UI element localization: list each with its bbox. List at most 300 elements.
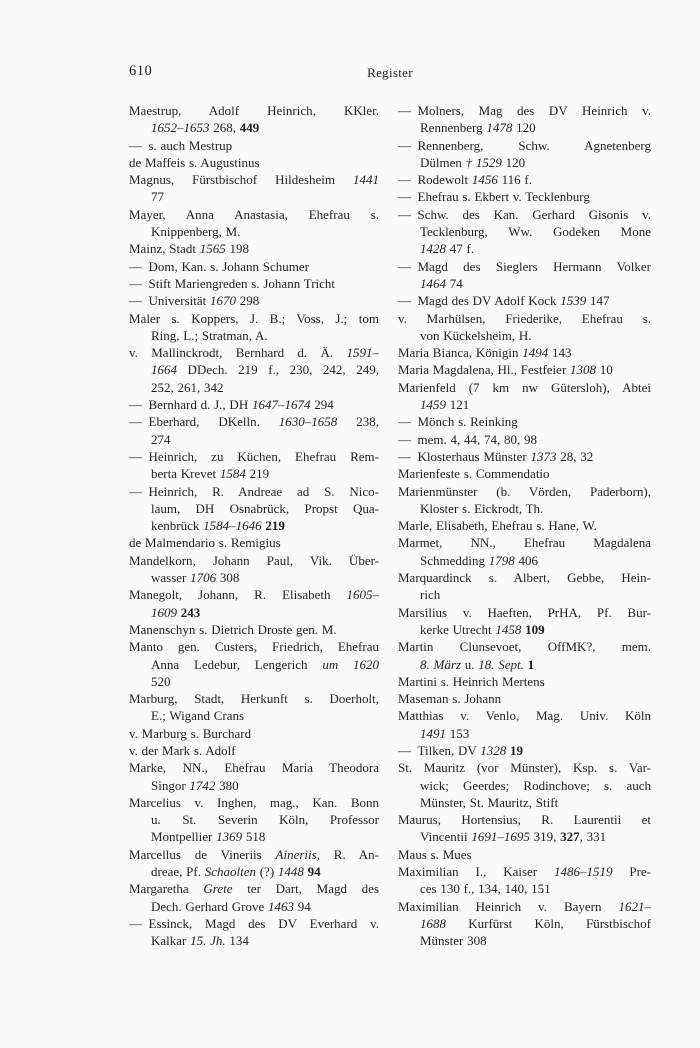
index-entry	[398, 673, 651, 690]
entry-text: Maestrup, Adolf Heinrich, KKler.	[129, 103, 379, 118]
index-entry	[398, 188, 651, 205]
italic-text: 1688	[420, 915, 446, 931]
index-entry	[129, 448, 379, 483]
entry-text: St. Mauritz (vor Münster), Ksp. s. Var-	[398, 760, 651, 776]
italic-text: 1373	[530, 448, 557, 464]
italic-text: 1369	[216, 829, 243, 845]
index-line	[129, 846, 379, 863]
entry-text: ces 130 f., 134, 140, 151	[420, 881, 551, 897]
entry-text: kerke Utrecht	[420, 621, 496, 637]
index-line	[129, 310, 379, 327]
index-line	[129, 621, 379, 638]
index-line	[398, 621, 651, 638]
index-line	[129, 223, 379, 240]
italic-text: 1464	[420, 275, 446, 291]
index-line	[398, 707, 651, 724]
italic-text: 1584	[219, 466, 246, 482]
index-line	[398, 863, 651, 880]
index-line	[129, 137, 379, 154]
entry-text: 143	[548, 345, 572, 361]
index-entry	[129, 310, 379, 345]
index-line	[129, 569, 379, 586]
italic-text: 1308	[570, 362, 597, 378]
italic-text: 1448	[277, 864, 304, 880]
index-line	[129, 119, 379, 136]
entry-text: — Schw. des Kan. Gerhard Gisonis v.	[398, 206, 651, 222]
bold-page-ref: 327	[560, 829, 580, 845]
entry-text: Ring, L.; Stratman, A.	[151, 327, 268, 343]
index-line	[129, 742, 379, 759]
bold-page-ref: 109	[525, 621, 545, 637]
italic-text: 1463	[268, 898, 295, 914]
entry-text: laum, DH Osnabrück, Propst Qua-	[151, 500, 379, 516]
index-line	[129, 707, 379, 724]
running-title: Register	[367, 65, 413, 80]
entry-text: — Rodewolt	[398, 172, 472, 188]
entry-text: Marsilius v. Haeften, PrHA, Pf. Bur-	[398, 604, 651, 620]
entry-text: Marcelius v. Inghen, mag., Kan. Bonn	[129, 794, 379, 810]
entry-text: — Eberhard, DKelln.	[129, 414, 279, 430]
index-entry	[129, 413, 379, 448]
index-entry	[129, 240, 379, 257]
index-line	[398, 880, 651, 897]
entry-text: Marmet, NN., Ehefrau Magdalena	[398, 535, 651, 551]
index-line	[398, 327, 651, 344]
index-line	[398, 171, 651, 188]
italic-text: 1706	[190, 570, 217, 586]
bold-page-ref: 449	[239, 120, 260, 136]
index-entry	[129, 794, 379, 846]
entry-text: 94	[294, 898, 311, 914]
entry-text: Mayer, Anna Anastasia, Ehefrau s.	[129, 206, 379, 222]
index-entry	[129, 552, 379, 587]
italic-text: 1565	[199, 241, 226, 257]
entry-text: berta Krevet	[151, 466, 220, 482]
entry-text: 198	[225, 241, 249, 257]
italic-text: 1428	[420, 241, 446, 257]
index-line	[129, 344, 379, 361]
entry-text: Münster 308	[420, 933, 487, 949]
index-entry	[129, 690, 379, 725]
index-line	[129, 534, 379, 551]
index-line	[129, 396, 379, 413]
index-line	[398, 102, 651, 119]
entry-text: u. St. Severin Köln, Professor	[151, 812, 379, 828]
entry-text: — Ehefrau s. Ekbert v. Tecklenburg	[398, 189, 590, 205]
index-line	[398, 396, 651, 413]
index-line	[398, 673, 651, 690]
index-entry	[398, 431, 651, 448]
index-entry	[129, 846, 379, 881]
entry-text: Vincentii	[420, 829, 472, 845]
index-line	[398, 915, 651, 932]
index-line	[398, 310, 651, 327]
index-entry	[129, 534, 379, 551]
index-line	[129, 500, 379, 517]
index-line	[398, 240, 651, 257]
entry-text: 116 f.	[497, 172, 532, 188]
entry-text: von Kückelsheim, H.	[420, 327, 532, 343]
index-entry	[398, 759, 651, 811]
italic-text: 1441	[353, 172, 379, 188]
index-line	[129, 932, 379, 949]
entry-text: Maria Bianca, Königin	[398, 345, 523, 361]
index-line	[398, 898, 651, 915]
entry-text: — Bernhard d. J., DH	[129, 397, 252, 413]
index-line	[398, 344, 651, 361]
entry-text: Martini s. Heinrich Mertens	[398, 673, 545, 689]
index-entry	[398, 534, 651, 569]
entry-text: E.; Wigand Crans	[151, 708, 245, 724]
bold-page-ref: 19	[510, 742, 524, 758]
index-line	[398, 656, 651, 673]
index-entry	[129, 742, 379, 759]
entry-text: Manenschyn s. Dietrich Droste gen. M.	[129, 621, 337, 637]
entry-text: 319,	[529, 829, 561, 845]
entry-text: — Heinrich, R. Andreae ad S. Nico-	[129, 483, 379, 499]
index-line	[129, 759, 379, 776]
index-entry	[398, 102, 651, 137]
entry-text: — s. auch Mestrup	[129, 137, 233, 153]
entry-text: Dech. Gerhard Grove	[151, 898, 269, 914]
index-line	[398, 794, 651, 811]
index-entry	[398, 448, 651, 465]
entry-text: 77	[151, 189, 164, 205]
entry-text: 274	[151, 431, 171, 447]
index-entry	[398, 638, 651, 673]
index-line	[398, 932, 651, 949]
entry-text: Maler s. Koppers, J. B.; Voss, J.; tom	[129, 310, 379, 326]
entry-text: DDech. 219 f., 230, 242, 249,	[177, 362, 379, 378]
italic-text: 8. März	[420, 656, 461, 672]
entry-text: Maurus, Hortensius, R. Laurentii et	[398, 812, 651, 828]
index-line	[129, 777, 379, 794]
entry-text: Maus s. Mues	[398, 846, 472, 862]
index-line	[129, 431, 379, 448]
index-line	[398, 448, 651, 465]
index-line	[129, 292, 379, 309]
entry-text: — mem. 4, 44, 74, 80, 98	[398, 431, 537, 447]
index-line	[398, 483, 651, 500]
entry-text: (?)	[255, 864, 278, 880]
entry-text: — Dom, Kan. s. Johann Schumer	[129, 258, 310, 274]
italic-text: 1742	[189, 777, 216, 793]
entry-text: Maximilian Heinrich v. Bayern	[398, 898, 619, 914]
index-line	[398, 188, 651, 205]
entry-text: Martin Clunsevoet, OffMK?, mem.	[398, 639, 651, 655]
index-line	[129, 811, 379, 828]
index-line	[129, 240, 379, 257]
italic-text: um 1620	[322, 656, 380, 672]
italic-text: 1491	[420, 725, 446, 741]
index-line	[129, 898, 379, 915]
index-line	[398, 413, 651, 430]
entry-text: v. Mallinckrodt, Bernhard d. Ä.	[129, 345, 347, 361]
italic-text: 1459	[420, 397, 446, 413]
italic-text: Schaolten	[204, 864, 256, 880]
index-entry	[398, 742, 651, 759]
index-entry	[398, 483, 651, 518]
index-entry	[129, 275, 379, 292]
index-line	[129, 638, 379, 655]
entry-text: Marienfeld (7 km nw Gütersloh), Abtei	[398, 379, 651, 395]
bold-page-ref: 1	[527, 656, 535, 672]
entry-text: Kurfürst Köln, Fürstbischof	[446, 915, 651, 931]
index-line	[398, 465, 651, 482]
entry-text: Tecklenburg, Ww. Godeken Mone	[420, 224, 651, 240]
index-entry	[398, 206, 651, 258]
italic-text: 18. Sept.	[478, 656, 524, 672]
index-entry	[129, 638, 379, 690]
index-line	[129, 794, 379, 811]
entry-text: — Universität	[129, 293, 211, 309]
entry-text: — Tilken, DV	[398, 742, 481, 758]
entry-text: — Klosterhaus Münster	[398, 448, 531, 464]
index-entry	[129, 292, 379, 309]
entry-text: de Maffeis s. Augustinus	[129, 154, 260, 170]
italic-text: 1621–	[618, 898, 651, 914]
index-entry	[398, 517, 651, 534]
entry-text: — Heinrich, zu Küchen, Ehefrau Rem-	[129, 448, 379, 464]
bold-page-ref: 243	[180, 604, 201, 620]
entry-text: — Essinck, Magd des DV Everhard v.	[129, 915, 379, 931]
index-entry	[398, 465, 651, 482]
entry-text: 294	[310, 397, 334, 413]
entry-text: Singor	[151, 777, 190, 793]
index-line	[129, 673, 379, 690]
index-line	[398, 725, 651, 742]
entry-text: Pre-	[612, 864, 651, 880]
index-line	[398, 777, 651, 794]
entry-text: 10	[596, 362, 613, 378]
italic-text: 1691–1695	[471, 829, 530, 845]
italic-text: 1584–1646	[203, 518, 262, 534]
italic-text: 1652–1653	[151, 120, 210, 136]
entry-text: 380	[215, 777, 239, 793]
entry-text: Schmedding	[420, 552, 489, 568]
entry-text: rich	[420, 587, 441, 603]
entry-text: Manegolt, Johann, R. Elisabeth	[129, 587, 347, 603]
index-line	[129, 413, 379, 430]
index-entry	[129, 915, 379, 950]
index-line	[398, 828, 651, 845]
entry-text: — Rennenberg, Schw. Agnetenberg	[398, 137, 651, 153]
entry-text: — Magd des DV Adolf Kock	[398, 293, 561, 309]
index-line	[398, 292, 651, 309]
index-line	[398, 811, 651, 828]
index-entry	[129, 396, 379, 413]
index-line	[398, 361, 651, 378]
entry-text: Kalkar	[151, 933, 191, 949]
entry-text: 47 f.	[446, 241, 475, 257]
entry-text: dreae, Pf.	[151, 864, 205, 880]
entry-text: Anna Ledebur, Lengerich	[151, 656, 323, 672]
bold-page-ref: 219	[265, 518, 285, 534]
index-line	[129, 915, 379, 932]
index-line	[129, 171, 379, 188]
index-entry	[398, 344, 651, 361]
index-entry	[129, 206, 379, 241]
index-entry	[129, 171, 379, 206]
index-line	[129, 483, 379, 500]
entry-text: Mandelkorn, Johann Paul, Vik. Über-	[129, 552, 379, 568]
index-line	[398, 690, 651, 707]
entry-text: 520	[151, 673, 171, 689]
index-entry	[398, 863, 651, 898]
index-line	[398, 258, 651, 275]
bold-page-ref: 94	[307, 864, 321, 880]
index-line	[398, 379, 651, 396]
entry-text: Matthias v. Venlo, Mag. Univ. Köln	[398, 708, 651, 724]
index-line	[129, 604, 379, 621]
index-entry	[129, 759, 379, 794]
entry-text: v. Marburg s. Burchard	[129, 725, 252, 741]
index-line	[398, 534, 651, 551]
entry-text: Dülmen	[420, 154, 466, 170]
italic-text: 1664	[151, 362, 177, 378]
index-entry	[129, 586, 379, 621]
index-entry	[129, 137, 379, 154]
index-entry	[398, 811, 651, 846]
entry-text: , 331	[579, 829, 607, 845]
index-line	[398, 137, 651, 154]
entry-text: Maria Magdalena, Hl., Festfeier	[398, 362, 571, 378]
entry-text: wick; Geerdes; Rodinchove; s. auch	[420, 777, 651, 793]
entry-text: Knippenberg, M.	[151, 224, 241, 240]
entry-text: 74	[446, 275, 463, 291]
entry-text: Marquardinck s. Albert, Gebbe, Hein-	[398, 570, 651, 586]
entry-text: 120	[501, 154, 526, 170]
index-entry	[398, 707, 651, 742]
index-entry	[129, 880, 379, 915]
index-line	[129, 725, 379, 742]
italic-text: Grete	[203, 881, 233, 897]
entry-text: u.	[460, 656, 479, 672]
entry-text: 252, 261, 342	[151, 379, 224, 395]
italic-text: 1494	[522, 345, 549, 361]
entry-text: 134	[225, 933, 249, 949]
entry-text: kenbrück	[151, 518, 204, 534]
italic-text: 1486–1519	[553, 864, 613, 880]
entry-text: 28, 32	[556, 448, 594, 464]
entry-text: Marke, NN., Ehefrau Maria Theodora	[129, 760, 379, 776]
index-line	[398, 206, 651, 223]
entry-text: 238,	[337, 414, 379, 430]
italic-text: 15. Jh.	[190, 933, 226, 949]
entry-text: Maseman s. Johann	[398, 691, 502, 707]
index-line	[398, 223, 651, 240]
index-line	[129, 863, 379, 880]
entry-text: 268,	[209, 120, 240, 136]
index-entry	[398, 258, 651, 293]
index-line	[398, 517, 651, 534]
entry-text: Margaretha	[129, 881, 204, 897]
entry-text: de Malmendario s. Remigius	[129, 535, 281, 551]
index-line	[129, 327, 379, 344]
index-entry	[398, 898, 651, 950]
page-number: 610	[129, 63, 153, 79]
index-entry	[129, 102, 379, 137]
index-line	[129, 880, 379, 897]
index-line	[129, 828, 379, 845]
index-entry	[129, 258, 379, 275]
entry-text: Marienmünster (b. Vörden, Paderborn),	[398, 483, 651, 499]
index-line	[129, 258, 379, 275]
entry-text: Manto gen. Custers, Friedrich, Ehefrau	[129, 639, 379, 655]
italic-text: 1458	[495, 621, 522, 637]
entry-text: Marienfeste s. Commendatio	[398, 466, 550, 482]
index-line	[129, 154, 379, 171]
italic-text: 1647–1674	[251, 397, 311, 413]
index-line	[398, 586, 651, 603]
index-entry	[398, 846, 651, 863]
index-line	[129, 656, 379, 673]
entry-text: , R. An-	[316, 846, 380, 862]
index-line	[398, 759, 651, 776]
entry-text: — Stift Mariengreden s. Johann Tricht	[129, 275, 336, 291]
index-line	[129, 517, 379, 534]
italic-text: 1670	[210, 293, 237, 309]
index-entry	[129, 344, 379, 396]
index-line	[398, 569, 651, 586]
italic-text: † 1529	[465, 154, 502, 170]
index-line	[398, 846, 651, 863]
index-line	[398, 742, 651, 759]
index-column-right	[398, 102, 651, 950]
index-line	[129, 379, 379, 396]
entry-text: — Magd des Sieglers Hermann Volker	[398, 258, 651, 274]
entry-text: Kloster s. Eickrodt, Th.	[420, 500, 544, 516]
index-entry	[398, 379, 651, 414]
entry-text: 121	[446, 397, 470, 413]
entry-text: Münster, St. Mauritz, Stift	[420, 794, 559, 810]
italic-text: Aineriis	[275, 846, 317, 862]
italic-text: 1456	[471, 172, 498, 188]
index-line	[129, 586, 379, 603]
index-line	[129, 206, 379, 223]
index-entry	[129, 154, 379, 171]
index-line	[398, 604, 651, 621]
italic-text: 1609	[151, 604, 177, 620]
entry-text: Maximilian I., Kaiser	[398, 864, 554, 880]
entry-text: Magnus, Fürstbischof Hildesheim	[129, 172, 353, 188]
italic-text: 1591–	[346, 345, 379, 361]
entry-text: 308	[216, 570, 240, 586]
entry-text: ter Dart, Magd des	[232, 881, 379, 897]
entry-text: Montpellier	[151, 829, 217, 845]
index-entry	[398, 171, 651, 188]
index-entry	[398, 604, 651, 639]
index-line	[398, 638, 651, 655]
index-line	[129, 275, 379, 292]
italic-text: 1630–1658	[278, 414, 338, 430]
entry-text: Marle, Elisabeth, Ehefrau s. Hane, W.	[398, 518, 597, 534]
index-line	[398, 431, 651, 448]
index-line	[398, 119, 651, 136]
entry-text: v. Marhülsen, Friederike, Ehefrau s.	[398, 310, 651, 326]
index-entry	[129, 725, 379, 742]
index-entry	[398, 569, 651, 604]
entry-text: — Molners, Mag des DV Heinrich v.	[398, 103, 651, 118]
index-column-left	[129, 102, 379, 950]
index-line	[398, 154, 651, 171]
index-line	[129, 188, 379, 205]
entry-text: Mainz, Stadt	[129, 241, 200, 257]
entry-text: 153	[446, 725, 470, 741]
index-line	[129, 690, 379, 707]
entry-text: 518	[242, 829, 266, 845]
entry-text: — Mönch s. Reinking	[398, 414, 518, 430]
